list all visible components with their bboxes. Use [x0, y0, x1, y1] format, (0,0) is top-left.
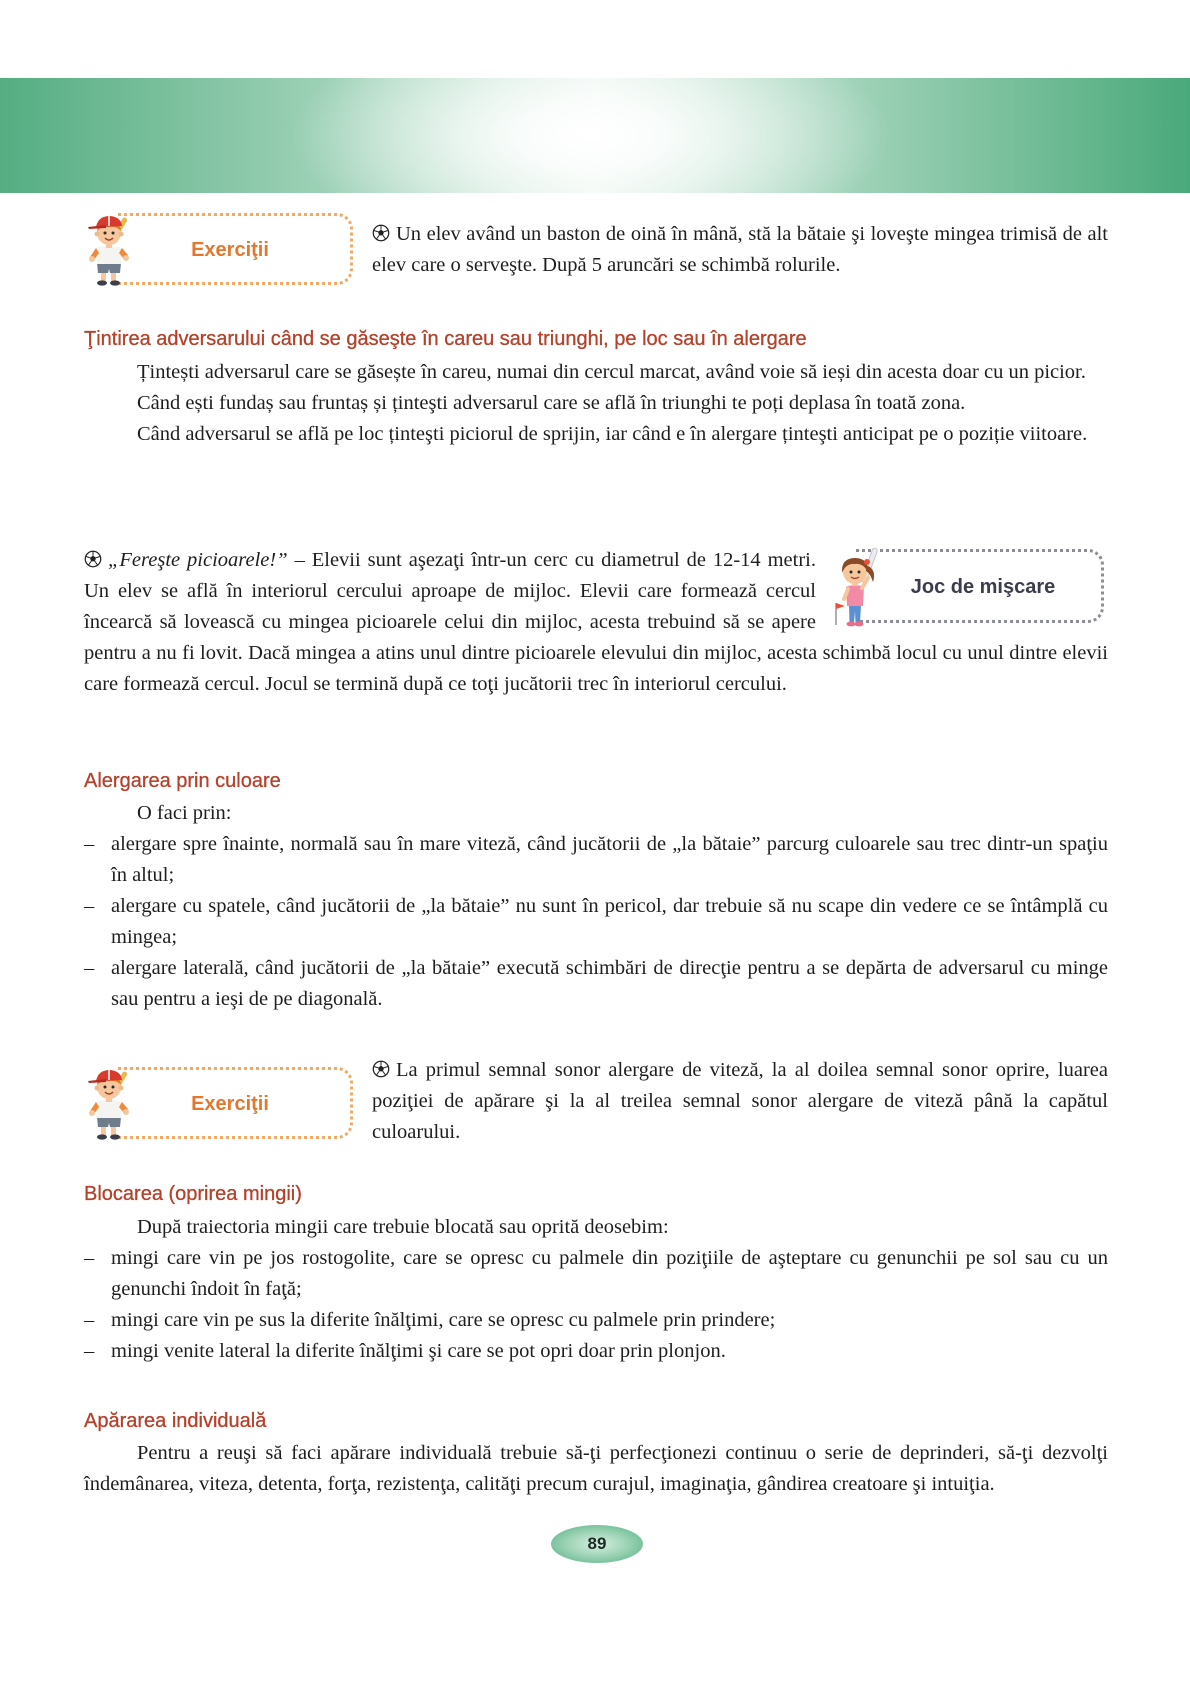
list-dash: –	[84, 895, 95, 917]
list-item	[84, 1305, 1108, 1336]
game-box	[816, 545, 1108, 637]
list-dash: –	[84, 833, 95, 855]
intro-text: După traiectoria mingii care trebuie blocată sau oprită deosebim:	[137, 1216, 669, 1238]
exercise-box-1	[84, 213, 356, 287]
header-band	[0, 78, 1190, 193]
list-item	[84, 891, 1108, 953]
soccer-ball-icon	[372, 1060, 390, 1078]
list-item	[84, 953, 1108, 1015]
list-item-text: alergare spre înainte, normală sau în mare viteză, când jucătorii de „la bătaie” parcurg culoarele sau trec dintr-un spaţiu în altul;	[111, 833, 1108, 886]
list-item	[84, 1243, 1108, 1305]
game-description: – Elevii sunt aşezaţi într-un cerc cu diametrul de 12-14 metri. Un elev se află în interiorul cercului aproape de mijloc. Elevii care formează cercul încearcă să lovească cu mingea picioarele celui din mijloc, acesta trebuind să se apere pentru a nu fi lovit. Dacă mingea a atins unul dintre picioarele elevului din mijloc, acesta schimbă locul cu unul dintre elevii care formează cercul. Jocul se termină după ce toţi jucătorii trec în interiorul cercului.	[84, 549, 1108, 695]
section-heading: Blocarea (oprirea mingii)	[84, 1183, 302, 1205]
list-item	[84, 829, 1108, 891]
section-heading: Alergarea prin culoare	[84, 770, 281, 792]
exercise-box-2	[84, 1067, 356, 1141]
section-heading: Apărarea individuală	[84, 1410, 267, 1432]
paragraph: Țintești adversarul care se găsește în careu, numai din cercul marcat, având voie să ieși din acesta doar cu un picior.	[137, 361, 1086, 383]
exercise-2-text	[372, 1055, 1108, 1148]
list-item-text: mingi care vin pe jos rostogolite, care se opresc cu palmele din poziţiile de aşteptare cu genunchii pe sol sau cu un genunchi îndoit în faţă;	[111, 1247, 1108, 1300]
exercise-1-text	[372, 219, 1108, 281]
paragraph: Pentru a reuşi să faci apărare individuală trebuie să-ţi perfecţionezi continuu o serie de deprinderi, să-ţi dezvolţi îndemânarea, viteza, detenta, forţa, rezistenţa, calităţi precum curajul, imaginaţia, gândirea creatoare şi intuiţia.	[84, 1442, 1108, 1495]
section-blocarea	[84, 1181, 1108, 1367]
page-number: 89	[551, 1525, 643, 1563]
section-alergare	[84, 768, 1108, 1015]
section-aparare	[84, 1408, 1108, 1500]
list-dash: –	[84, 1247, 95, 1269]
list-item	[84, 1336, 1108, 1367]
soccer-ball-icon	[372, 224, 390, 242]
list-item-text: mingi venite lateral la diferite înălţimi şi care se pot opri doar prin plonjon.	[111, 1340, 726, 1362]
list-dash: –	[84, 1340, 95, 1362]
exercise-label: Exerciţii	[191, 239, 269, 261]
paragraph: Când ești fundaș sau fruntaș și ținteşti adversarul care se află în triunghi te poți deplasa în toată zona.	[137, 392, 966, 414]
intro-text: O faci prin:	[137, 802, 232, 824]
list-dash: –	[84, 1309, 95, 1331]
list-dash: –	[84, 957, 95, 979]
exercise-description: Un elev având un baston de oină în mână, stă la bătaie şi loveşte mingea trimisă de alt elev care o serveşte. După 5 aruncări se schimbă rolurile.	[372, 223, 1108, 276]
girl-with-bat-illustration	[830, 547, 890, 627]
boy-with-bat-illustration	[84, 213, 138, 287]
section-tintire	[84, 326, 1108, 450]
exercise-label: Exerciţii	[191, 1093, 269, 1115]
list-item-text: alergare laterală, când jucătorii de „la bătaie” execută schimbări de direcţie pentru a se depărta de adversarul cu minge sau pentru a ieşi de pe diagonală.	[111, 957, 1108, 1010]
list-item-text: mingi care vin pe sus la diferite înălţimi, care se opresc cu palmele prin prindere;	[111, 1309, 776, 1331]
boy-with-bat-illustration	[84, 1067, 138, 1141]
game-label: Joc de mişcare	[910, 576, 1056, 598]
exercise-description: La primul semnal sonor alergare de viteză, la al doilea semnal sonor oprire, luarea poziţiei de apărare şi la al treilea semnal sonor alergare de viteză până la capătul culoarului.	[372, 1059, 1108, 1143]
game-section	[84, 545, 1108, 700]
soccer-ball-icon	[84, 550, 102, 568]
list-item-text: alergare cu spatele, când jucătorii de „la bătaie” nu sunt în pericol, dar trebuie să nu scape din vedere ce se întâmplă cu mingea;	[111, 895, 1108, 948]
game-title: „Fereşte picioarele!”	[108, 549, 288, 571]
section-heading: Ţintirea adversarului când se găseşte în careu sau triunghi, pe loc sau în alergare	[84, 328, 807, 350]
paragraph: Când adversarul se află pe loc ținteşti piciorul de sprijin, iar când e în alergare ținteşti anticipat pe o poziție viitoare.	[137, 423, 1088, 445]
